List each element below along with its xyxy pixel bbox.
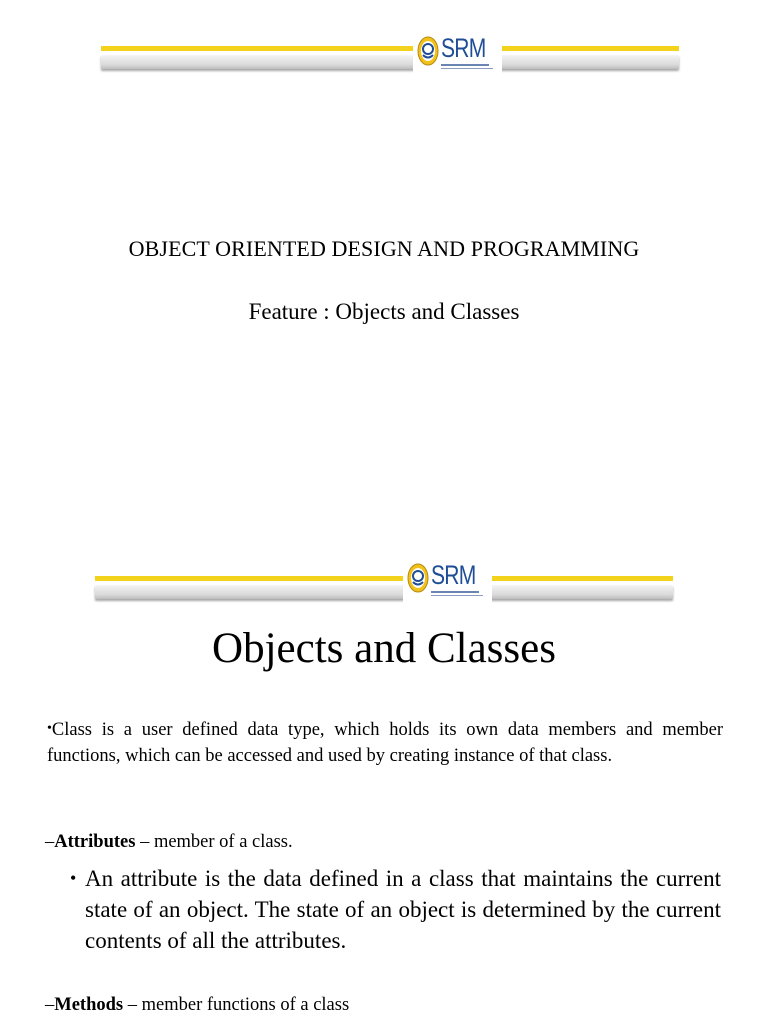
attributes-description: – member of a class. bbox=[135, 832, 293, 852]
header-grey-bar bbox=[101, 55, 679, 69]
course-title: OBJECT ORIENTED DESIGN AND PROGRAMMING bbox=[128, 236, 640, 261]
logo-tagline-line bbox=[431, 595, 483, 596]
logo-wordmark: SRM bbox=[431, 560, 476, 590]
methods-description: – member functions of a class bbox=[123, 995, 350, 1015]
header-yellow-stripe bbox=[101, 46, 679, 51]
srm-logo bbox=[403, 561, 492, 605]
methods-label: Methods bbox=[54, 995, 124, 1015]
logo-tagline-line bbox=[441, 64, 489, 66]
attributes-label: Attributes bbox=[54, 832, 136, 852]
srm-emblem-icon bbox=[417, 36, 439, 66]
content-slide bbox=[0, 540, 768, 1024]
bullet-marker: • bbox=[70, 868, 77, 888]
attributes-heading bbox=[45, 832, 293, 853]
bullet-marker: • bbox=[47, 721, 52, 736]
logo-wordmark: SRM bbox=[441, 33, 486, 63]
dash-marker: – bbox=[45, 995, 55, 1015]
header-grey-bar bbox=[95, 585, 673, 599]
logo-tagline-line bbox=[431, 591, 479, 593]
methods-heading bbox=[45, 995, 349, 1016]
feature-title: Feature : Objects and Classes bbox=[248, 299, 520, 324]
attribute-detail-text: An attribute is the data defined in a class that maintains the current state of an object. The state of an object is determined by the current contents of all the attributes. bbox=[85, 866, 721, 953]
class-definition-paragraph bbox=[47, 716, 723, 769]
slide-title: Objects and Classes bbox=[212, 625, 556, 672]
srm-logo bbox=[413, 34, 502, 78]
attribute-detail-bullet bbox=[70, 863, 721, 956]
header-yellow-stripe bbox=[95, 576, 673, 581]
class-definition-text: Class is a user defined data type, which holds its own data members and member functions, which can be accessed and used by creating instance of that class. bbox=[47, 720, 723, 766]
dash-marker: – bbox=[45, 832, 55, 852]
logo-tagline-line bbox=[441, 68, 493, 69]
srm-emblem-icon bbox=[407, 563, 429, 593]
